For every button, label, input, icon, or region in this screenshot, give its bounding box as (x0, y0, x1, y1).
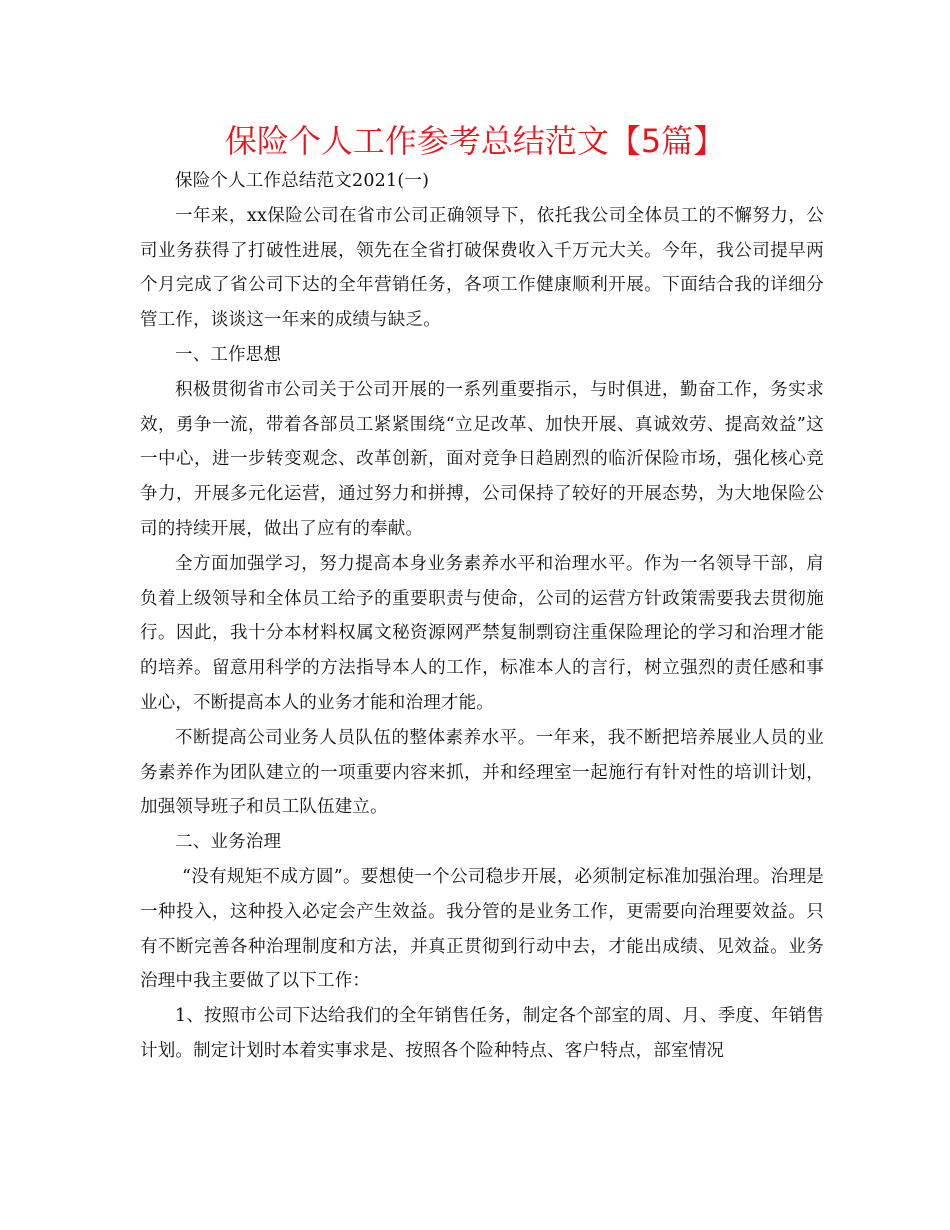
document-title: 保险个人工作参考总结范文【5篇】 (224, 122, 726, 160)
paragraph: 不断提高公司业务人员队伍的整体素养水平。一年来，我不断把培养展业人员的业务素养作为团队建立的一项重要内容来抓，并和经理室一起施行有针对性的培训计划，加强领导班子和员工队伍建立。 (140, 727, 824, 818)
paragraph: “没有规矩不成方圆”。要想使一个公司稳步开展，必须制定标准加强治理。治理是一种投入，这种投入必定会产生效益。我分管的是业务工作，更需要向治理要效益。只有不断完善各种治理制度和方法，并真正贯彻到行动中去，才能出成绩、见效益。业务治理中我主要做了以下工作： (140, 866, 824, 992)
paragraph: 一年来，xx保险公司在省市公司正确领导下，依托我公司全体员工的不懈努力，公司业务获得了打破性进展，领先在全省打破保费收入千万元大关。今年，我公司提早两个月完成了省公司下达的全年营销任务，各项工作健康顺利开展。下面结合我的详细分管工作，谈谈这一年来的成绩与缺乏。 (140, 205, 824, 331)
paragraph: 积极贯彻省市公司关于公司开展的一系列重要指示，与时俱进，勤奋工作，务实求效，勇争一流，带着各部员工紧紧围绕“立足改革、加快开展、真诚效劳、提高效益”这一中心，进一步转变观念、改革创新，面对竞争日趋剧烈的临沂保险市场，强化核心竞争力，开展多元化运营，通过努力和拼搏，公司保持了较好的开展态势，为大地保险公司的持续开展，做出了应有的奉献。 (140, 379, 824, 539)
section-subtitle: 保险个人工作总结范文2021(一) (175, 171, 430, 191)
section-heading: 一、工作思想 (175, 344, 282, 365)
section-heading: 二、业务治理 (175, 832, 282, 853)
paragraph: 1、按照市公司下达给我们的全年销售任务，制定各个部室的周、月、季度、年销售计划。制定计划时本着实事求是、按照各个险种特点、客户特点，部室情况 (140, 1006, 824, 1061)
document-body (140, 164, 824, 1069)
paragraph: 全方面加强学习，努力提高本身业务素养水平和治理水平。作为一名领导干部，肩负着上级领导和全体员工给予的重要职责与使命，公司的运营方针政策需要我去贯彻施行。因此，我十分本材料权属文秘资源网严禁复制剽窃注重保险理论的学习和治理才能的培养。留意用科学的方法指导本人的工作，标准本人的言行，树立强烈的责任感和事业心，不断提高本人的业务才能和治理才能。 (140, 553, 824, 713)
